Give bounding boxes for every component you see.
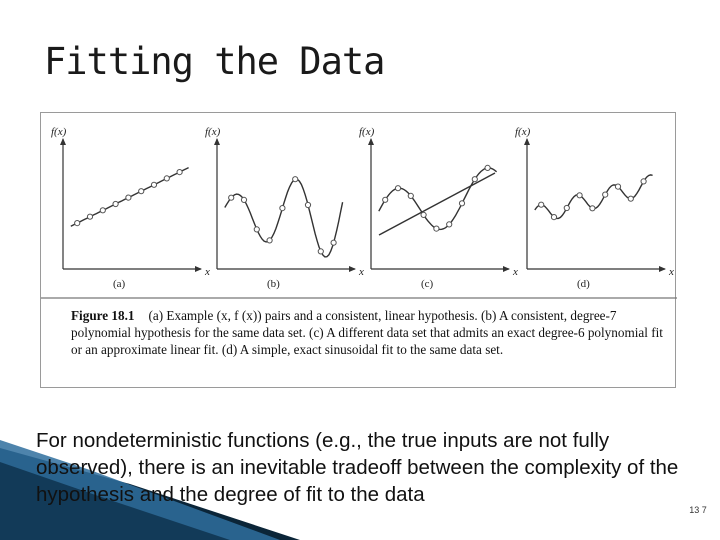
data-point-c-0 [383,197,388,202]
data-point-d-0 [539,202,544,207]
x-arrow-a [195,266,202,272]
y-label-b: f(x) [205,126,221,138]
curve-b [225,179,343,257]
data-point-c-4 [434,226,439,231]
data-point-c-1 [395,186,400,191]
data-point-c-5 [447,222,452,227]
data-point-d-6 [615,184,620,189]
panel-label-c: (c) [421,278,434,290]
data-point-c-8 [485,165,490,170]
y-arrow-a [60,138,66,145]
panel-label-d: (d) [577,278,590,290]
data-point-b-7 [318,249,323,254]
data-point-a-5 [139,189,144,194]
data-point-c-3 [421,212,426,217]
data-point-b-3 [267,238,272,243]
x-arrow-d [659,266,666,272]
data-point-d-7 [628,196,633,201]
x-label-d: x [669,266,674,278]
x-label-a: x [205,266,210,278]
y-arrow-d [524,138,530,145]
y-label-d: f(x) [515,126,531,138]
x-label-c: x [513,266,518,278]
data-point-c-6 [459,201,464,206]
data-point-a-8 [177,170,182,175]
x-label-b: x [359,266,364,278]
figure-18-1 [40,112,676,388]
data-point-d-2 [564,205,569,210]
data-point-c-2 [408,193,413,198]
data-point-a-3 [113,201,118,206]
data-point-b-8 [331,240,336,245]
data-point-a-0 [75,221,80,226]
data-point-d-8 [641,179,646,184]
data-point-a-1 [87,214,92,219]
figure-caption [71,307,669,358]
curve-d [535,175,653,219]
caption-label: Figure 18.1 [71,308,135,323]
y-label-c: f(x) [359,126,375,138]
data-point-d-1 [551,215,556,220]
curve-c [379,168,497,230]
panel-label-b: (b) [267,278,280,290]
data-point-c-7 [472,177,477,182]
caption-text: (a) Example (x, f (x)) pairs and a consistent, linear hypothesis. (b) A consistent, degree-7 polynomial hypothesis for the same data set. (c) A different data set that admits an exact degree-6 polynomial fit or an approximate linear fit. (d) A simple, exact sinusoidal fit to the same data set. [71,308,663,357]
data-point-a-6 [151,182,156,187]
data-point-b-4 [280,206,285,211]
data-point-d-3 [577,193,582,198]
data-point-b-5 [293,177,298,182]
data-point-d-5 [603,192,608,197]
y-label-a: f(x) [51,126,67,138]
body-text: For nondeterministic functions (e.g., the true inputs are not fully observed), there is an inevitable tradeoff between the complexity of the hypothesis and the degree of fit to the data [36,429,679,506]
data-point-b-1 [241,197,246,202]
data-point-b-2 [254,227,259,232]
panel-label-a: (a) [113,278,126,290]
data-point-a-4 [126,195,131,200]
data-point-b-0 [229,195,234,200]
data-point-b-6 [305,202,310,207]
y-arrow-b [214,138,220,145]
data-point-a-7 [164,176,169,181]
x-arrow-b [349,266,356,272]
x-arrow-c [503,266,510,272]
data-point-a-2 [100,208,105,213]
y-arrow-c [368,138,374,145]
slide-title: Fitting the Data [44,40,385,83]
data-point-d-4 [590,206,595,211]
slide-number: 13 7 [689,505,707,515]
